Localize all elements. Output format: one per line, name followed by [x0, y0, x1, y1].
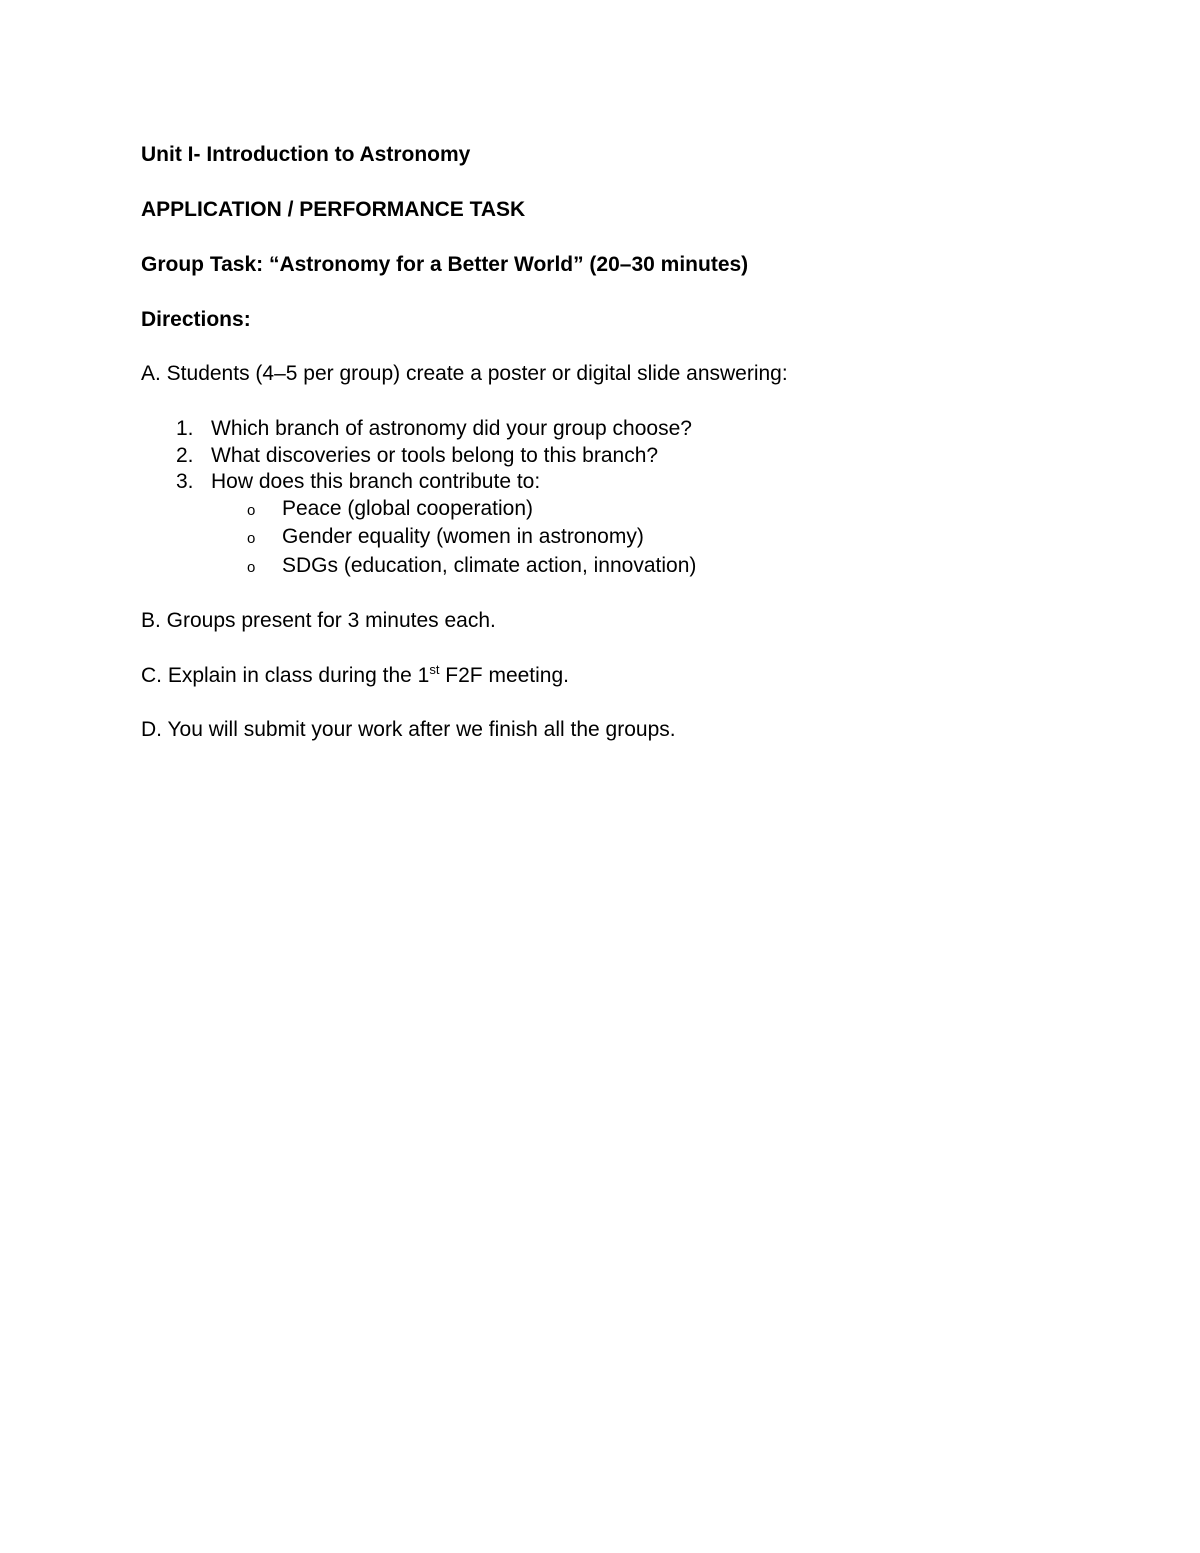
list-number: 1.: [176, 417, 194, 440]
list-item-text: SDGs (education, climate action, innovation): [282, 554, 697, 577]
list-item-text: Which branch of astronomy did your group choose?: [211, 417, 692, 440]
direction-item-c: [141, 663, 569, 689]
direction-item-d: D. You will submit your work after we finish all the groups.: [141, 718, 676, 741]
circle-bullet-icon: o: [247, 530, 256, 547]
item-c-text-end: F2F meeting.: [439, 664, 570, 687]
section-title: APPLICATION / PERFORMANCE TASK: [141, 198, 526, 221]
circle-bullet-icon: o: [247, 502, 256, 519]
list-item-text: How does this branch contribute to:: [211, 470, 541, 493]
circle-bullet-icon: o: [247, 559, 256, 576]
list-item-text: Peace (global cooperation): [282, 497, 533, 520]
direction-item-a: A. Students (4–5 per group) create a poster or digital slide answering:: [141, 362, 788, 385]
list-item-text: Gender equality (women in astronomy): [282, 525, 644, 548]
direction-item-b: B. Groups present for 3 minutes each.: [141, 609, 496, 632]
list-item-text: What discoveries or tools belong to this branch?: [211, 444, 659, 467]
directions-heading: Directions:: [141, 308, 251, 331]
ordinal-superscript: st: [429, 662, 440, 677]
list-number: 2.: [176, 444, 194, 467]
list-number: 3.: [176, 470, 194, 493]
item-c-text: C. Explain in class during the 1: [141, 664, 430, 687]
unit-title: Unit I- Introduction to Astronomy: [141, 143, 471, 166]
group-task-title: Group Task: “Astronomy for a Better World” (20–30 minutes): [141, 253, 749, 276]
